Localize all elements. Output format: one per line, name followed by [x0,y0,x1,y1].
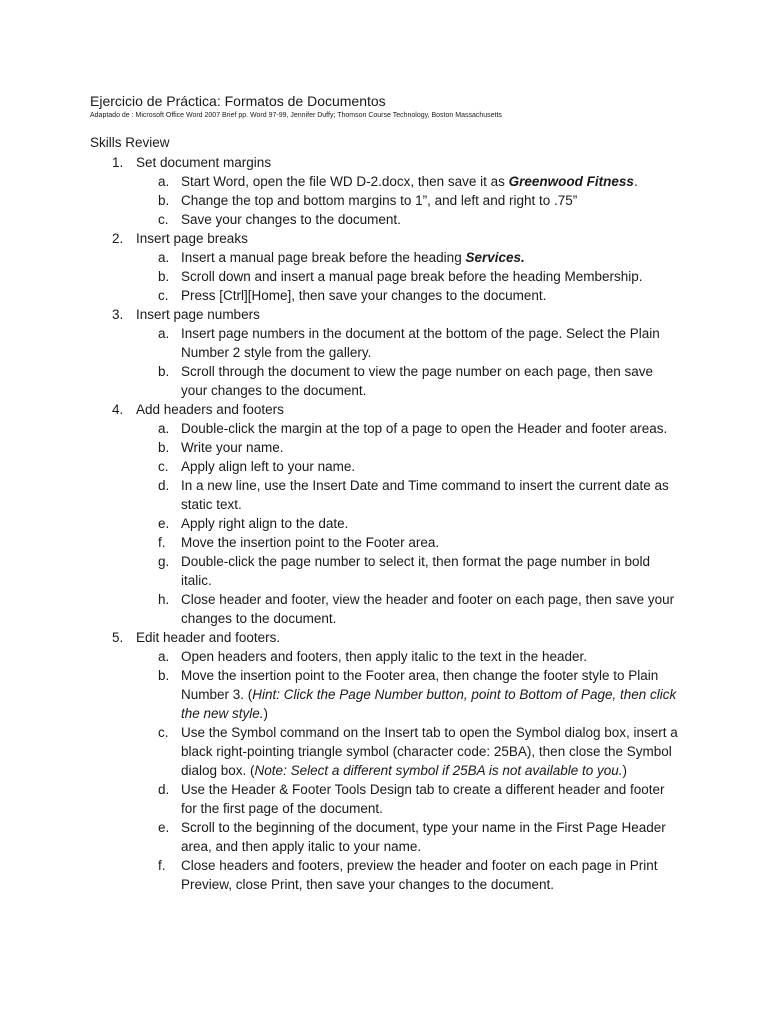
sub-item-letter: b. [158,364,170,379]
list-item [0,628,768,647]
sub-item-letter: a. [158,421,170,436]
sub-item [0,438,768,457]
sub-item-text: ) [622,763,627,778]
sub-item [0,533,768,552]
sub-item-text: Change the top and bottom margins to 1”, and left and right to .75” [181,193,578,208]
sub-item-text: Press [Ctrl][Home], then save your changes to the document. [181,288,547,303]
sub-item [0,476,768,514]
sub-item-text: Scroll down and insert a manual page break before the heading Membership. [181,269,643,284]
sub-item-letter: e. [158,820,170,835]
sub-item-text: Hint: Click the Page Number button, point to Bottom of Page, then click the new style. [181,687,677,721]
sub-item-letter: a. [158,649,170,664]
sub-item-text: Services. [465,250,525,265]
sub-item-letter: f. [158,535,166,550]
sub-item-letter: d. [158,478,170,493]
sub-item-letter: g. [158,554,170,569]
sub-item-text: Double-click the page number to select it, then format the page number in bold italic. [181,554,651,588]
list-number: 5. [112,630,124,645]
list-item [0,400,768,419]
sub-item-text: Close headers and footers, preview the header and footer on each page in Print Preview, close Print, then save your changes to the document. [181,858,658,892]
list-number: 4. [112,402,124,417]
sub-item-text: Save your changes to the document. [181,212,401,227]
list-item [0,229,768,248]
sub-item-letter: h. [158,592,170,607]
sub-item-text: Scroll through the document to view the page number on each page, then save your changes to the document. [181,364,654,398]
sub-item [0,666,768,723]
exercise-list [0,153,768,894]
sub-item-text: Open headers and footers, then apply italic to the text in the header. [181,649,588,664]
list-item-label: Edit header and footers. [136,630,281,645]
sub-item-letter: c. [158,725,169,740]
sub-item-letter: f. [158,858,166,873]
sub-item-text: Scroll to the beginning of the document, type your name in the First Page Header area, and then apply italic to your name. [181,820,666,854]
list-item-label: Insert page breaks [136,231,248,246]
sub-item [0,856,768,894]
sub-item [0,210,768,229]
sub-item [0,172,768,191]
sub-item [0,552,768,590]
sub-item-text: Note: Select a different symbol if 25BA is not available to you. [254,763,623,778]
sub-item-text: Write your name. [181,440,284,455]
sub-item [0,780,768,818]
sub-item-letter: b. [158,193,170,208]
sub-item [0,419,768,438]
list-item [0,305,768,324]
sub-item-text: Use the Symbol command on the Insert tab to open the Symbol dialog box, insert a black right-pointing triangle symbol (character code: 25BA), then close the Symbol dialog box. ( [181,725,678,778]
sub-item [0,324,768,362]
sub-item-letter: b. [158,269,170,284]
list-item-label: Set document margins [136,155,272,170]
document-title: Ejercicio de Práctica: Formatos de Documentos [90,93,386,109]
sub-item-text: In a new line, use the Insert Date and Time command to insert the current date as static text. [181,478,669,512]
sub-item-letter: a. [158,250,170,265]
sub-item-text: Double-click the margin at the top of a page to open the Header and footer areas. [181,421,668,436]
list-number: 2. [112,231,124,246]
sub-item [0,248,768,267]
sub-item-text: Apply align left to your name. [181,459,356,474]
sub-item [0,647,768,666]
sub-item-letter: b. [158,440,170,455]
sub-item-letter: a. [158,174,170,189]
list-item-label: Add headers and footers [136,402,284,417]
sub-item-letter: c. [158,212,169,227]
sub-item-text: Move the insertion point to the Footer area. [181,535,440,550]
section-heading: Skills Review [90,135,170,150]
sub-item [0,286,768,305]
sub-item-text: Apply right align to the date. [181,516,349,531]
sub-item-text: ) [263,706,269,721]
sub-item-letter: e. [158,516,170,531]
sub-item-text: Start Word, open the file WD D-2.docx, then save it as [181,174,509,189]
sub-item [0,723,768,780]
sub-item-letter: c. [158,288,169,303]
list-item-label: Insert page numbers [136,307,260,322]
sub-item [0,818,768,856]
sub-item [0,267,768,286]
source-citation: Adaptado de : Microsoft Office Word 2007 Brief pp. Word 97-99, Jennifer Duffy; Thomson Course Technology, Boston Massachusetts [90,112,502,119]
sub-item-letter: d. [158,782,170,797]
sub-item-text: Insert page numbers in the document at the bottom of the page. Select the Plain Number 2 style from the gallery. [181,326,660,360]
sub-item-letter: c. [158,459,169,474]
sub-item [0,191,768,210]
sub-item-text: Insert a manual page break before the heading [181,250,466,265]
sub-item [0,457,768,476]
list-item [0,153,768,172]
sub-item-text: Use the Header & Footer Tools Design tab to create a different header and footer for the first page of the document. [181,782,665,816]
sub-item-letter: b. [158,668,170,683]
sub-item-text: Move the insertion point to the Footer area, then change the footer style to Plain Number 3. ( [181,668,659,702]
sub-item-text: Close header and footer, view the header and footer on each page, then save your changes to the document. [181,592,675,626]
sub-item [0,362,768,400]
sub-item-letter: a. [158,326,170,341]
sub-item [0,590,768,628]
sub-item [0,514,768,533]
list-number: 1. [112,155,124,170]
sub-item-text: Greenwood Fitness [508,174,634,189]
sub-item-text: . [633,174,638,189]
list-number: 3. [112,307,124,322]
